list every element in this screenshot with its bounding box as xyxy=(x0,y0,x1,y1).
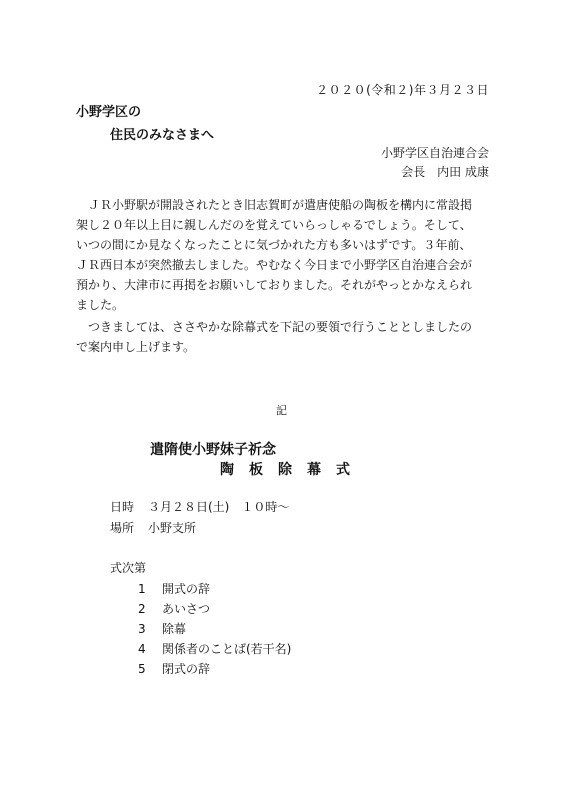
item-label: あいさつ xyxy=(162,602,211,616)
item-number: 5 xyxy=(138,662,146,676)
list-item xyxy=(138,619,291,639)
body-paragraph-1 xyxy=(76,195,501,315)
recipient-line-2: 住民のみなさまへ xyxy=(110,128,215,143)
item-label: 閉式の辞 xyxy=(162,662,211,676)
body-line: で案内申し上げます。 xyxy=(76,340,196,354)
date-label: 日時 xyxy=(110,500,135,514)
place-label: 場所 xyxy=(110,521,135,535)
document-date: ２０２０(令和２)年３月２３日 xyxy=(316,83,489,97)
body-line: つきましては、ささやかな除幕式を下記の要領で行うこととしましたの xyxy=(76,320,473,334)
body-line: 架し２０年以上目に親しんだのを覚えていらっしゃるでしょう。そして、 xyxy=(76,218,472,232)
body-line: 預かり、大津市に再掲をお願いしておりました。それがやっとかなえられ xyxy=(76,278,473,292)
list-item xyxy=(138,659,291,679)
program-list xyxy=(138,579,291,679)
date-value: ３月２８日(土) １０時～ xyxy=(148,500,290,514)
list-item xyxy=(138,599,291,619)
recipient-line-1: 小野学区の xyxy=(76,105,142,120)
event-title-line-2: 陶板除幕式 xyxy=(220,462,365,478)
item-label: 開式の辞 xyxy=(162,582,211,596)
event-title-line-1: 遣隋使小野妹子祈念 xyxy=(150,442,276,458)
sender-organization: 小野学区自治連合会 xyxy=(380,146,489,160)
item-label: 関係者のことば(若干名) xyxy=(162,642,292,656)
list-item xyxy=(138,639,291,659)
item-number: 1 xyxy=(138,582,146,596)
place-value: 小野支所 xyxy=(148,521,197,535)
item-number: 2 xyxy=(138,602,146,616)
program-heading: 式次第 xyxy=(110,561,147,575)
item-number: 3 xyxy=(138,622,146,636)
body-line: いつの間にか見なくなったことに気づかれた方も多いはずです。３年前、 xyxy=(76,238,472,252)
ki-heading: 記 xyxy=(276,404,287,417)
body-line: ました。 xyxy=(76,298,125,312)
sender-name: 会長 内田 成康 xyxy=(401,165,489,179)
body-paragraph-2 xyxy=(76,317,501,357)
item-label: 除幕 xyxy=(162,622,187,636)
body-line: ＪＲ小野駅が開設されたとき旧志賀町が遣唐使船の陶板を構内に常設掲 xyxy=(76,198,473,212)
item-number: 4 xyxy=(138,642,146,656)
list-item xyxy=(138,579,291,599)
body-line: ＪＲ西日本が突然撤去しました。やむなく今日まで小野学区自治連合会が xyxy=(76,258,473,272)
